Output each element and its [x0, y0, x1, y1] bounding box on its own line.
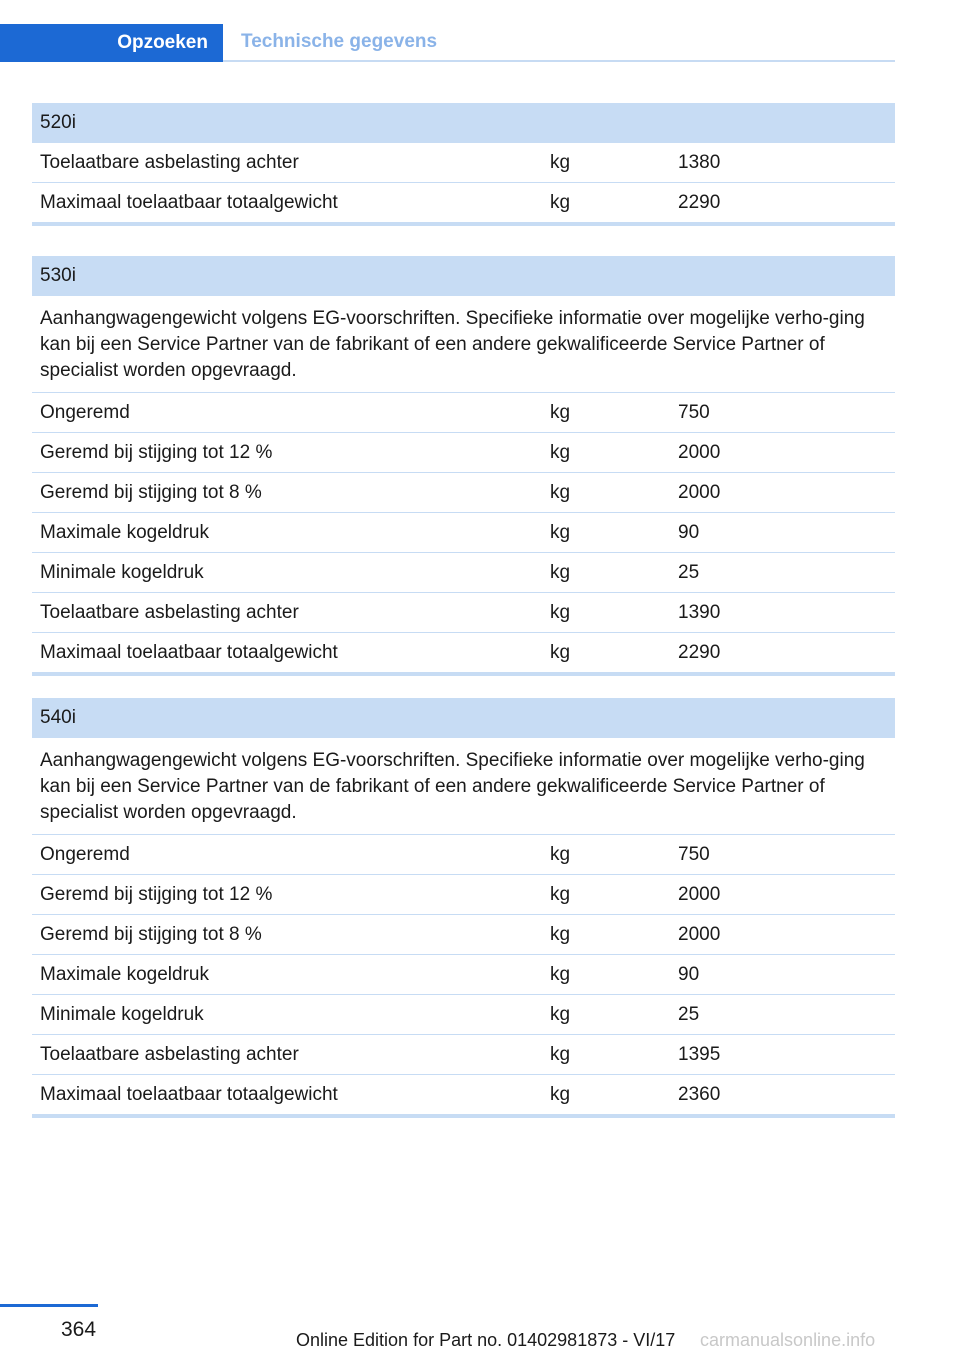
table-row — [32, 1035, 895, 1075]
row-value: 25 — [678, 561, 700, 583]
row-unit: kg — [550, 521, 571, 543]
row-unit: kg — [550, 641, 571, 663]
table-row — [32, 553, 895, 593]
table-row — [32, 433, 895, 473]
row-label: Ongeremd — [40, 843, 130, 865]
table-note: Aanhangwagengewicht volgens EG-voorschriften. Specifieke informatie over mogelijke verho-ging kan bij een Service Partner van de fabrikant of een andere gekwalificeerde Service Partner of specialist worden opgevraagd. — [32, 296, 895, 393]
row-value: 2000 — [678, 441, 721, 463]
row-value: 25 — [678, 1003, 700, 1025]
row-unit: kg — [550, 923, 571, 945]
row-unit: kg — [550, 151, 571, 173]
row-label: Maximaal toelaatbaar totaalgewicht — [40, 191, 338, 213]
row-label: Maximaal toelaatbaar totaalgewicht — [40, 641, 338, 663]
spec-table-530i — [32, 256, 895, 676]
row-value: 1380 — [678, 151, 721, 173]
row-value: 1390 — [678, 601, 721, 623]
row-label: Minimale kogeldruk — [40, 1003, 204, 1025]
row-value: 2000 — [678, 923, 721, 945]
table-row — [32, 513, 895, 553]
row-label: Geremd bij stijging tot 8 % — [40, 923, 262, 945]
row-unit: kg — [550, 883, 571, 905]
table-title: 530i — [32, 256, 895, 296]
footer-accent-line — [0, 1304, 98, 1307]
row-value: 1395 — [678, 1043, 721, 1065]
table-row — [32, 875, 895, 915]
row-unit: kg — [550, 1083, 571, 1105]
row-unit: kg — [550, 191, 571, 213]
row-value: 90 — [678, 521, 700, 543]
row-unit: kg — [550, 1003, 571, 1025]
tab-technische-gegevens[interactable]: Technische gegevens — [241, 31, 438, 52]
row-unit: kg — [550, 601, 571, 623]
row-unit: kg — [550, 441, 571, 463]
row-unit: kg — [550, 1043, 571, 1065]
row-label: Ongeremd — [40, 401, 130, 423]
spec-table-520i — [32, 103, 895, 226]
row-value: 750 — [678, 401, 710, 423]
row-value: 2000 — [678, 883, 721, 905]
header-divider — [223, 60, 895, 62]
row-value: 2000 — [678, 481, 721, 503]
page-header — [0, 24, 895, 62]
row-unit: kg — [550, 481, 571, 503]
table-note: Aanhangwagengewicht volgens EG-voorschriften. Specifieke informatie over mogelijke verho-ging kan bij een Service Partner van de fabrikant of een andere gekwalificeerde Service Partner of specialist worden opgevraagd. — [32, 738, 895, 835]
row-label: Maximale kogeldruk — [40, 963, 209, 985]
row-value: 2290 — [678, 641, 721, 663]
spec-table-540i — [32, 698, 895, 1118]
row-label: Toelaatbare asbelasting achter — [40, 1043, 299, 1065]
row-label: Toelaatbare asbelasting achter — [40, 601, 299, 623]
table-row — [32, 633, 895, 676]
row-unit: kg — [550, 843, 571, 865]
row-value: 750 — [678, 843, 710, 865]
row-value: 2290 — [678, 191, 721, 213]
table-row — [32, 1075, 895, 1118]
row-label: Geremd bij stijging tot 12 % — [40, 883, 273, 905]
table-row — [32, 915, 895, 955]
table-title: 520i — [32, 103, 895, 143]
row-label: Maximaal toelaatbaar totaalgewicht — [40, 1083, 338, 1105]
row-unit: kg — [550, 963, 571, 985]
table-row — [32, 995, 895, 1035]
watermark: carmanualsonline.info — [700, 1330, 876, 1350]
page-number: 364 — [61, 1318, 97, 1341]
row-label: Minimale kogeldruk — [40, 561, 204, 583]
table-title: 540i — [32, 698, 895, 738]
row-value: 90 — [678, 963, 700, 985]
table-row — [32, 593, 895, 633]
table-row — [32, 143, 895, 183]
row-unit: kg — [550, 401, 571, 423]
table-row — [32, 835, 895, 875]
row-label: Maximale kogeldruk — [40, 521, 209, 543]
edition-text: Online Edition for Part no. 01402981873 - VI/17 — [296, 1330, 676, 1350]
table-row — [32, 473, 895, 513]
tab-opzoeken[interactable]: Opzoeken — [0, 24, 223, 62]
row-label: Geremd bij stijging tot 8 % — [40, 481, 262, 503]
row-label: Geremd bij stijging tot 12 % — [40, 441, 273, 463]
table-row — [32, 955, 895, 995]
row-label: Toelaatbare asbelasting achter — [40, 151, 299, 173]
table-row — [32, 183, 895, 226]
row-unit: kg — [550, 561, 571, 583]
row-value: 2360 — [678, 1083, 721, 1105]
table-row — [32, 393, 895, 433]
